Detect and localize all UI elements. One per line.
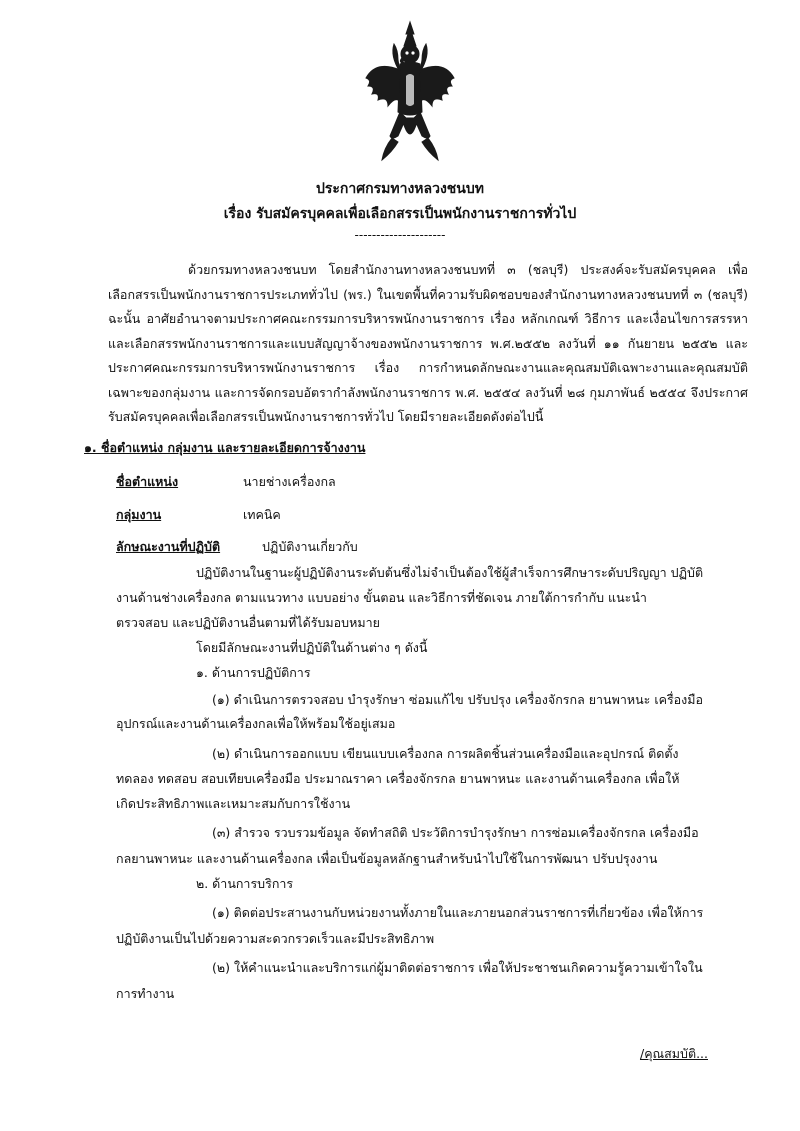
duty-desc-line3: ตรวจสอบ และปฏิบัติงานอื่นตามที่ได้รับมอบหมาย xyxy=(116,615,380,630)
position-value: นายช่างเครื่องกล xyxy=(243,474,336,489)
section1-heading: ๑. ชื่อตำแหน่ง กลุ่มงาน และรายละเอียดการจ้างงาน xyxy=(84,440,366,455)
area1-item3-line2: กลยานพาหนะ และงานด้านเครื่องกล เพื่อเป็นข้อมูลหลักฐานสำหรับนำไปใช้ในการพัฒนา ปรับปรุงงาน xyxy=(116,851,658,866)
group-label: กลุ่มงาน xyxy=(116,507,162,522)
duty-desc-line1: ปฏิบัติงานในฐานะผู้ปฏิบัติงานระดับต้นซึ่งไม่จำเป็นต้องใช้ผู้สำเร็จการศึกษาระดับปริญญา ปฏิบัติ xyxy=(196,565,704,580)
area1-title: ๑. ด้านการปฏิบัติการ xyxy=(196,665,311,680)
area1-item3-line1: (๓) สำรวจ รวบรวมข้อมูล จัดทำสถิติ ประวัติการบำรุงรักษา การซ่อมเครื่องจักรกล เครื่องมือ xyxy=(212,825,699,840)
duty-value: ปฏิบัติงานเกี่ยวกับ xyxy=(262,539,358,554)
garuda-emblem-icon xyxy=(362,20,458,170)
areas-intro: โดยมีลักษณะงานที่ปฏิบัติในด้านต่าง ๆ ดังนี้ xyxy=(196,640,428,655)
area1-item2-line2: ทดลอง ทดสอบ สอบเทียบเครื่องมือ ประมาณราคา เครื่องจักรกล ยานพาหนะ และงานด้านเครื่องกล เพื่อให้ xyxy=(116,771,680,786)
announcement-title: ประกาศกรมทางหลวงชนบท xyxy=(316,181,484,197)
duty-desc-line2: งานด้านช่างเครื่องกล ตามแนวทาง แบบอย่าง ขั้นตอน และวิธีการที่ชัดเจน ภายใต้การกำกับ แนะนำ xyxy=(116,590,647,605)
area2-item1-line2: ปฏิบัติงานเป็นไปด้วยความสะดวกรวดเร็วและมีประสิทธิภาพ xyxy=(116,931,435,946)
position-label: ชื่อตำแหน่ง xyxy=(116,474,179,489)
title-separator: --------------------- xyxy=(354,228,446,242)
announcement-subject: เรื่อง รับสมัครบุคคลเพื่อเลือกสรรเป็นพนักงานราชการทั่วไป xyxy=(223,206,577,222)
area1-item1-line1: (๑) ดำเนินการตรวจสอบ บำรุงรักษา ซ่อมแก้ไข ปรับปรุง เครื่องจักรกล ยานพาหนะ เครื่องมือ xyxy=(212,692,704,707)
continuation-marker: /คุณสมบัติ... xyxy=(639,1046,708,1061)
area2-item1-line1: (๑) ติดต่อประสานงานกับหน่วยงานทั้งภายในและภายนอกส่วนราชการที่เกี่ยวข้อง เพื่อให้การ xyxy=(212,905,704,920)
area2-item2-line1: (๒) ให้คำแนะนำและบริการแก่ผู้มาติดต่อราชการ เพื่อให้ประชาชนเกิดความรู้ความเข้าใจใน xyxy=(212,960,703,975)
area2-item2-line2: การทำงาน xyxy=(116,986,175,1001)
area1-item1-line2: อุปกรณ์และงานด้านเครื่องกลเพื่อให้พร้อมใช้อยู่เสมอ xyxy=(116,716,396,731)
duty-label: ลักษณะงานที่ปฏิบัติ xyxy=(116,539,221,554)
group-value: เทคนิค xyxy=(243,507,281,522)
area1-item2-line3: เกิดประสิทธิภาพและเหมาะสมกับการใช้งาน xyxy=(116,796,351,811)
area2-title: ๒. ด้านการบริการ xyxy=(196,876,294,891)
area1-item2-line1: (๒) ดำเนินการออกแบบ เขียนแบบเครื่องกล การผลิตชิ้นส่วนเครื่องมือและอุปกรณ์ ติดตั้ง xyxy=(212,746,679,761)
intro-paragraph: ด้วยกรมทางหลวงชนบท โดยสำนักงานทางหลวงชนบทที่ ๓ (ชลบุรี) ประสงค์จะรับสมัครบุคคล เพื่อเลือกสรรเป็นพนักงานราชการประเภททั่วไป (พร.) ในเขตพื้นที่ความรับผิดชอบของสำนักงานทางหลวงชนบทที่ ๓ (ชลบุรี) ฉะนั้น อาศัยอำนาจตามประกาศคณะกรรมการบริหารพนักงานราชการ เรื่อง หลักเกณฑ์ วิธีการ และเงื่อนไขการสรรหาและเลือกสรรพนักงานราชการและแบบสัญญาจ้างของพนักงานราชการ พ.ศ.๒๕๕๒ ลงวันที่ ๑๑ กันยายน ๒๕๕๒ และประกาศคณะกรรมการบริหารพนักงานราชการ เรื่อง การกำหนดลักษณะงานและคุณสมบัติเฉพาะงานและคุณสมบัติเฉพาะของกลุ่มงาน และการจัดกรอบอัตรากำลังพนักงานราชการ พ.ศ. ๒๕๕๔ ลงวันที่ ๒๘ กุมภาพันธ์ ๒๕๕๔ จึงประกาศรับสมัครบุคคลเพื่อเลือกสรรเป็นพนักงานราชการทั่วไป โดยมีรายละเอียดดังต่อไปนี้ xyxy=(108,262,748,424)
